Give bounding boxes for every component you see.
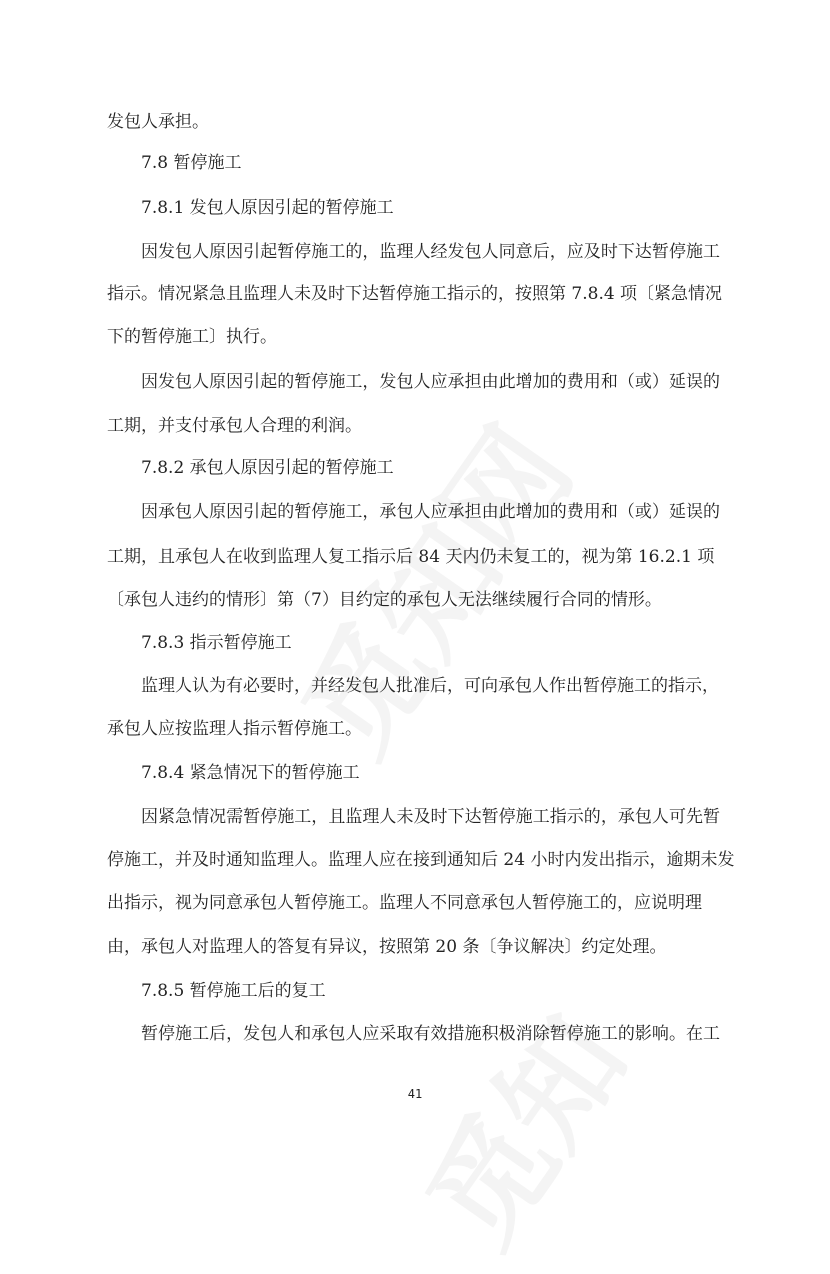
paragraph-line: 下的暂停施工〕执行。	[107, 327, 277, 347]
paragraph-line: 因承包人原因引起的暂停施工，承包人应承担由此增加的费用和（或）延误的	[141, 502, 720, 522]
page-number: 41	[407, 1087, 423, 1101]
paragraph-line: 因紧急情况需暂停施工，且监理人未及时下达暂停施工指示的，承包人可先暂	[141, 807, 720, 827]
paragraph-line: 〔承包人违约的情形〕第（7）目约定的承包人无法继续履行合同的情形。	[107, 590, 662, 610]
paragraph-line: 指示。情况紧急且监理人未及时下达暂停施工指示的，按照第 7.8.4 项〔紧急情况	[107, 284, 723, 304]
paragraph-line: 出指示，视为同意承包人暂停施工。监理人不同意承包人暂停施工的，应说明理	[107, 893, 702, 913]
paragraph-line: 发包人承担。	[107, 112, 209, 132]
subsection-heading: 7.8.4 紧急情况下的暂停施工	[141, 763, 360, 783]
section-heading: 7.8 暂停施工	[141, 153, 242, 173]
subsection-heading: 7.8.1 发包人原因引起的暂停施工	[141, 198, 394, 218]
paragraph-line: 工期，且承包人在收到监理人复工指示后 84 天内仍未复工的，视为第 16.2.1 项	[107, 547, 715, 567]
paragraph-line: 承包人应按监理人指示暂停施工。	[107, 719, 362, 739]
subsection-heading: 7.8.5 暂停施工后的复工	[141, 981, 326, 1001]
subsection-heading: 7.8.2 承包人原因引起的暂停施工	[141, 458, 394, 478]
subsection-heading: 7.8.3 指示暂停施工	[141, 633, 292, 653]
paragraph-line: 监理人认为有必要时，并经发包人批准后，可向承包人作出暂停施工的指示，	[141, 676, 719, 696]
paragraph-line: 因发包人原因引起的暂停施工，发包人应承担由此增加的费用和（或）延误的	[141, 372, 720, 392]
paragraph-line: 由，承包人对监理人的答复有异议，按照第 20 条〔争议解决〕约定处理。	[107, 937, 667, 957]
paragraph-line: 工期，并支付承包人合理的利润。	[107, 416, 362, 436]
paragraph-line: 停施工，并及时通知监理人。监理人应在接到通知后 24 小时内发出指示，逾期未发	[107, 850, 735, 870]
paragraph-line: 因发包人原因引起暂停施工的，监理人经发包人同意后，应及时下达暂停施工	[141, 242, 720, 262]
paragraph-line: 暂停施工后，发包人和承包人应采取有效措施积极消除暂停施工的影响。在工	[141, 1024, 720, 1044]
